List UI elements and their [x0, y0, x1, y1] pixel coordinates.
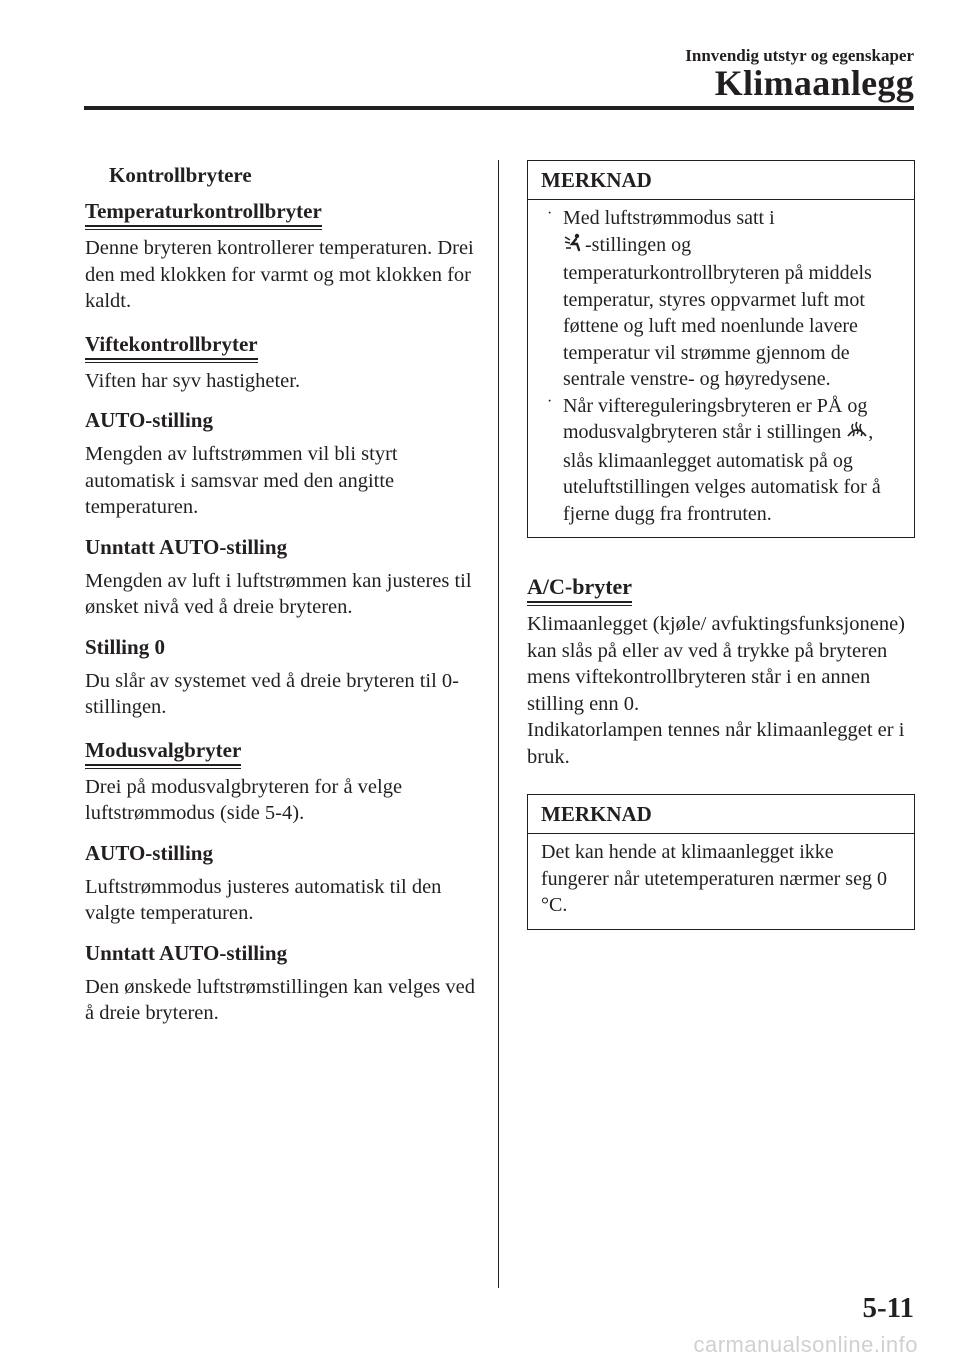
bullet-dot: · — [547, 392, 553, 410]
note-text: Det kan hende at klimaanlegget ikke fungerer når utetemperaturen nærmer seg 0 °C. — [541, 841, 887, 916]
note-heading: MERKNAD — [528, 161, 914, 200]
note-bullet — [541, 393, 904, 528]
ac-switch-text: Klimaanlegget (kjøle/ avfuktingsfunksjonene) kan slås på eller av ved å trykke på bryteren mens viftekontrollbryteren står i en annen stilling enn 0. — [527, 613, 906, 715]
mode-manual-heading: Unntatt AUTO-stilling — [85, 940, 288, 965]
temp-control-heading: Temperaturkontrollbryter — [85, 198, 322, 227]
fan-zero-text: Du slår av systemet ved å dreie bryteren til 0-stillingen. — [85, 669, 459, 718]
left-column — [85, 160, 480, 1027]
fan-manual-heading: Unntatt AUTO-stilling — [85, 534, 288, 559]
note-box-temperature — [527, 794, 915, 930]
note-bullet-text: Når viftereguleringsbryteren er PÅ og modusvalgbryteren står i stillingen , slås klimaanlegget automatisk på og uteluftstillingen velges automatisk for å fjerne dugg fra frontruten. — [563, 394, 881, 525]
fan-auto-text: Mengden av luftstrømmen vil bli styrt automatisk i samsvar med den angitte temperaturen. — [85, 443, 398, 518]
page-number: 5-11 — [862, 1292, 914, 1324]
person-airflow-feet-icon — [563, 233, 585, 261]
header-rule — [84, 106, 914, 110]
fan-control-text: Viften har syv hastigheter. — [85, 369, 301, 392]
temp-control-text: Denne bryteren kontrollerer temperaturen. Drei den med klokken for varmt og mot klokken for kaldt. — [85, 237, 474, 312]
section-title: Kontrollbrytere — [109, 163, 252, 187]
mode-selector-heading: Modusvalgbryter — [85, 737, 241, 766]
note-bullet-text: Med luftstrømmodus satt i -stillingen og temperaturkontrollbryteren på middels temperatur, styres oppvarmet luft mot føttene og luft med noenlunde lavere temperatur vil strømme gjennom de sentrale venstre- og høyredysene. — [563, 207, 872, 390]
right-column — [527, 160, 915, 930]
mode-manual-text: Den ønskede luftstrømstillingen kan velges ved å dreie bryteren. — [85, 975, 475, 1024]
note-body — [528, 200, 914, 537]
chapter-subtitle: Innvendig utstyr og egenskaper — [685, 46, 914, 65]
note-bullet — [541, 205, 904, 393]
page-title: Klimaanlegg — [714, 63, 914, 103]
mode-selector-text: Drei på modusvalgbryteren for å velge luftstrømmodus (side 5-4). — [85, 775, 403, 824]
note-heading: MERKNAD — [528, 795, 914, 834]
mode-auto-text: Luftstrømmodus justeres automatisk til den valgte temperaturen. — [85, 875, 442, 924]
bullet-dot: · — [547, 205, 553, 222]
windshield-defrost-icon — [846, 420, 868, 448]
fan-auto-heading: AUTO-stilling — [85, 408, 213, 432]
fan-zero-heading: Stilling 0 — [85, 634, 165, 659]
fan-control-heading: Viftekontrollbryter — [85, 331, 258, 360]
column-divider — [498, 160, 499, 1288]
watermark: carmanualsonline.info — [693, 1332, 918, 1357]
note-box-airflow — [527, 160, 915, 538]
fan-manual-text: Mengden av luft i luftstrømmen kan justeres til ønsket nivå ved å dreie bryteren. — [85, 569, 472, 618]
ac-switch-heading: A/C-bryter — [527, 574, 632, 603]
mode-auto-heading: AUTO-stilling — [85, 840, 213, 865]
ac-indicator-text: Indikatorlampen tennes når klimaanlegget er i bruk. — [527, 719, 905, 768]
note-body — [528, 834, 914, 929]
